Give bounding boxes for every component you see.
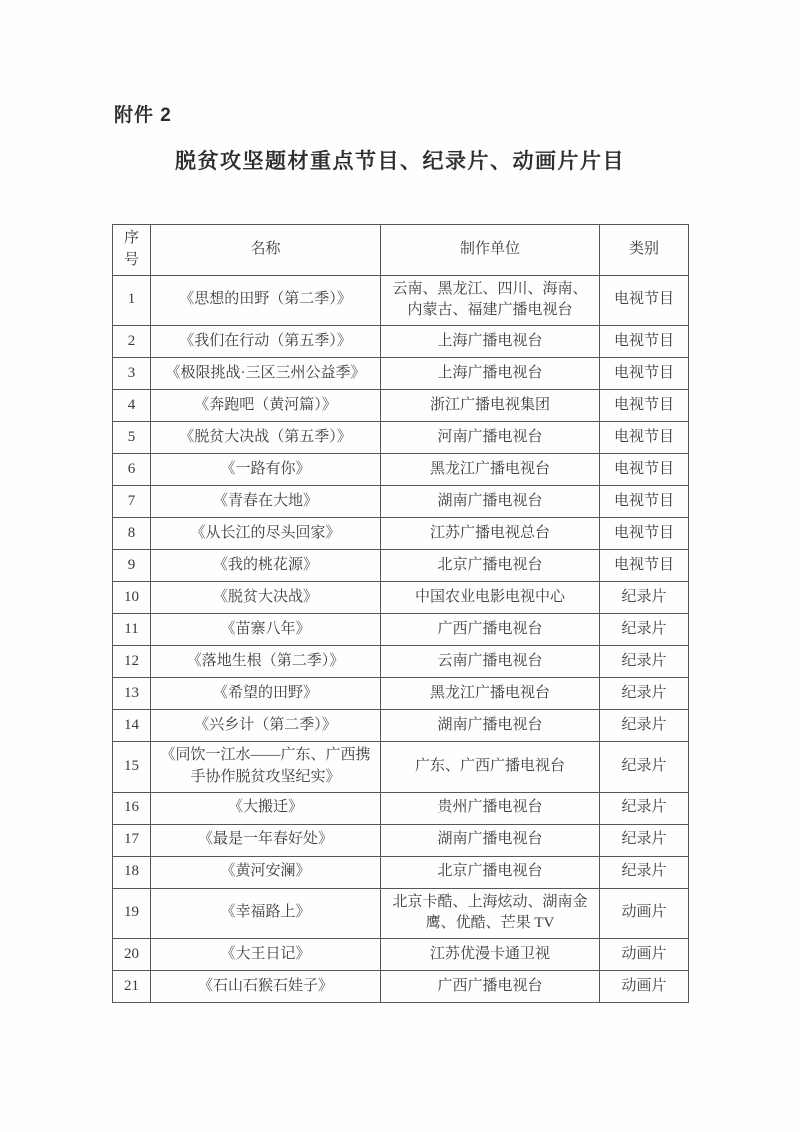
cell-program-name: 《从长江的尽头回家》 (151, 518, 381, 550)
cell-producer: 江苏优漫卡通卫视 (381, 939, 600, 971)
table-row (113, 582, 689, 614)
column-header-name: 名称 (151, 225, 381, 276)
table-row (113, 888, 689, 939)
cell-serial-number: 17 (113, 824, 151, 856)
cell-producer: 云南、黑龙江、四川、海南、内蒙古、福建广播电视台 (381, 275, 600, 326)
cell-program-name: 《石山石猴石娃子》 (151, 971, 381, 1003)
cell-category: 纪录片 (600, 646, 689, 678)
cell-program-name: 《脱贫大决战》 (151, 582, 381, 614)
column-header-no: 序号 (113, 225, 151, 276)
table-row (113, 486, 689, 518)
table-row (113, 614, 689, 646)
table-row (113, 824, 689, 856)
cell-category: 电视节目 (600, 454, 689, 486)
cell-category: 动画片 (600, 971, 689, 1003)
programs-table (112, 224, 689, 1003)
cell-serial-number: 11 (113, 614, 151, 646)
cell-producer: 黑龙江广播电视台 (381, 678, 600, 710)
cell-producer: 广东、广西广播电视台 (381, 742, 600, 793)
cell-category: 纪录片 (600, 614, 689, 646)
page-title: 脱贫攻坚题材重点节目、纪录片、动画片片目 (175, 150, 625, 173)
cell-serial-number: 13 (113, 678, 151, 710)
column-header-producer: 制作单位 (381, 225, 600, 276)
cell-program-name: 《同饮一江水——广东、广西携手协作脱贫攻坚纪实》 (151, 742, 381, 793)
cell-serial-number: 9 (113, 550, 151, 582)
cell-program-name: 《落地生根（第二季）》 (151, 646, 381, 678)
cell-program-name: 《青春在大地》 (151, 486, 381, 518)
cell-category: 电视节目 (600, 486, 689, 518)
cell-producer: 江苏广播电视总台 (381, 518, 600, 550)
cell-category: 电视节目 (600, 390, 689, 422)
cell-serial-number: 3 (113, 358, 151, 390)
cell-serial-number: 6 (113, 454, 151, 486)
cell-serial-number: 2 (113, 326, 151, 358)
cell-category: 电视节目 (600, 550, 689, 582)
cell-category: 动画片 (600, 939, 689, 971)
cell-program-name: 《奔跑吧（黄河篇）》 (151, 390, 381, 422)
cell-program-name: 《脱贫大决战（第五季）》 (151, 422, 381, 454)
cell-serial-number: 12 (113, 646, 151, 678)
cell-serial-number: 1 (113, 275, 151, 326)
cell-serial-number: 19 (113, 888, 151, 939)
table-row (113, 390, 689, 422)
cell-program-name: 《幸福路上》 (151, 888, 381, 939)
cell-program-name: 《苗寨八年》 (151, 614, 381, 646)
cell-category: 电视节目 (600, 326, 689, 358)
cell-category: 纪录片 (600, 582, 689, 614)
cell-producer: 黑龙江广播电视台 (381, 454, 600, 486)
table-row (113, 275, 689, 326)
cell-category: 电视节目 (600, 422, 689, 454)
cell-producer: 广西广播电视台 (381, 614, 600, 646)
cell-producer: 湖南广播电视台 (381, 824, 600, 856)
cell-producer: 云南广播电视台 (381, 646, 600, 678)
cell-category: 纪录片 (600, 824, 689, 856)
cell-program-name: 《希望的田野》 (151, 678, 381, 710)
cell-serial-number: 20 (113, 939, 151, 971)
table-row (113, 742, 689, 793)
cell-producer: 河南广播电视台 (381, 422, 600, 454)
table-row (113, 326, 689, 358)
cell-category: 纪录片 (600, 792, 689, 824)
cell-category: 纪录片 (600, 678, 689, 710)
cell-producer: 北京广播电视台 (381, 856, 600, 888)
cell-serial-number: 15 (113, 742, 151, 793)
cell-program-name: 《兴乡计（第二季）》 (151, 710, 381, 742)
cell-serial-number: 4 (113, 390, 151, 422)
table-row (113, 422, 689, 454)
table-row (113, 792, 689, 824)
cell-serial-number: 16 (113, 792, 151, 824)
cell-producer: 湖南广播电视台 (381, 486, 600, 518)
attachment-label: 附件 2 (114, 105, 172, 126)
cell-program-name: 《思想的田野（第二季）》 (151, 275, 381, 326)
cell-serial-number: 10 (113, 582, 151, 614)
cell-category: 电视节目 (600, 358, 689, 390)
cell-producer: 上海广播电视台 (381, 358, 600, 390)
cell-serial-number: 18 (113, 856, 151, 888)
cell-producer: 北京广播电视台 (381, 550, 600, 582)
cell-producer: 上海广播电视台 (381, 326, 600, 358)
table-row (113, 710, 689, 742)
cell-program-name: 《我的桃花源》 (151, 550, 381, 582)
cell-producer: 浙江广播电视集团 (381, 390, 600, 422)
cell-program-name: 《大搬迁》 (151, 792, 381, 824)
cell-category: 电视节目 (600, 275, 689, 326)
cell-program-name: 《一路有你》 (151, 454, 381, 486)
cell-program-name: 《大王日记》 (151, 939, 381, 971)
cell-serial-number: 5 (113, 422, 151, 454)
cell-category: 纪录片 (600, 742, 689, 793)
table-row (113, 678, 689, 710)
cell-serial-number: 14 (113, 710, 151, 742)
column-header-category: 类别 (600, 225, 689, 276)
cell-producer: 广西广播电视台 (381, 971, 600, 1003)
table-row (113, 646, 689, 678)
cell-program-name: 《极限挑战·三区三州公益季》 (151, 358, 381, 390)
table-row (113, 550, 689, 582)
table-row (113, 939, 689, 971)
cell-program-name: 《黄河安澜》 (151, 856, 381, 888)
cell-category: 纪录片 (600, 710, 689, 742)
cell-category: 电视节目 (600, 518, 689, 550)
cell-category: 动画片 (600, 888, 689, 939)
table-row (113, 454, 689, 486)
table-row (113, 358, 689, 390)
cell-category: 纪录片 (600, 856, 689, 888)
cell-producer: 贵州广播电视台 (381, 792, 600, 824)
cell-serial-number: 21 (113, 971, 151, 1003)
cell-program-name: 《最是一年春好处》 (151, 824, 381, 856)
cell-serial-number: 7 (113, 486, 151, 518)
table-row (113, 856, 689, 888)
cell-producer: 湖南广播电视台 (381, 710, 600, 742)
cell-program-name: 《我们在行动（第五季）》 (151, 326, 381, 358)
table-header-row (113, 225, 689, 276)
cell-producer: 中国农业电影电视中心 (381, 582, 600, 614)
table-row (113, 971, 689, 1003)
cell-serial-number: 8 (113, 518, 151, 550)
table-row (113, 518, 689, 550)
cell-producer: 北京卡酷、上海炫动、湖南金鹰、优酷、芒果 TV (381, 888, 600, 939)
